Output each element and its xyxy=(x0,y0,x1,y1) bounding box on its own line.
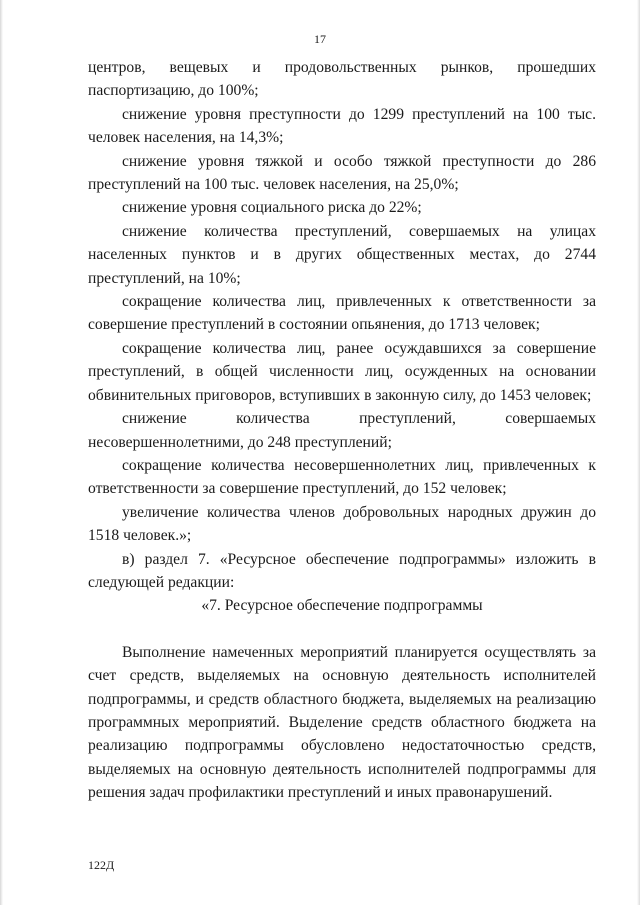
paragraph-recidivism: сокращение количества лиц, ранее осуждавшихся за совершение преступлений, в общей численности лиц, осужденных на основании обвинительных приговоров, вступивших в законную силу, до 1453 человек; xyxy=(88,339,596,404)
paragraph-section-7-instruction: в) раздел 7. «Ресурсное обеспечение подпрограммы» изложить в следующей редакции: xyxy=(88,550,596,591)
paragraph-crime-level: снижение уровня преступности до 1299 преступлений на 100 тыс. человек населения, на 14,3%; xyxy=(88,105,596,147)
paragraph-social-risk: снижение уровня социального риска до 22%; xyxy=(122,199,422,217)
paragraph-volunteer-squads: увеличение количества членов добровольных народных дружин до 1518 человек.»; xyxy=(88,503,596,545)
page-number: 17 xyxy=(314,32,326,46)
paragraph-street-crime: снижение количества преступлений, совершаемых на улицах населенных пунктов и в других общественных местах, до 2744 преступлений, на 10%; xyxy=(88,222,596,287)
paragraph-grave-crime: снижение уровня тяжкой и особо тяжкой преступности до 286 преступлений на 100 тыс. человек населения, на 25,0%; xyxy=(88,152,596,194)
paragraph-markets: центров, вещевых и продовольственных рынков, прошедших паспортизацию, до 100%; xyxy=(88,59,596,100)
document-body xyxy=(88,56,596,805)
paragraph-intoxication: сокращение количества лиц, привлеченных к ответственности за совершение преступлений в состоянии опьянения, до 1713 человек; xyxy=(88,293,596,334)
footer-code: 122Д xyxy=(88,858,115,872)
paragraph-juvenile-persons: сокращение количества несовершеннолетних лиц, привлеченных к ответственности за совершение преступлений, до 152 человек; xyxy=(88,456,596,498)
paragraph-juvenile-crime: снижение количества преступлений, совершаемых несовершеннолетними, до 248 преступлений; xyxy=(88,410,596,451)
scan-edge-left xyxy=(0,0,3,905)
paragraph-resource-provision: Выполнение намеченных мероприятий планируется осуществлять за счет средств, выделяемых на основную деятельность исполнителей подпрограммы, и средств областного бюджета, выделяемых на реализацию программных мероприятий. Выделение средств областного бюджета на реализацию подпрограммы обусловлено недостаточностью средств, выделяемых на основную деятельность исполнителей подпрограммы для решения задач профилактики преступлений и иных правонарушений. xyxy=(88,643,596,802)
section-heading: «7. Ресурсное обеспечение подпрограммы xyxy=(201,597,483,615)
